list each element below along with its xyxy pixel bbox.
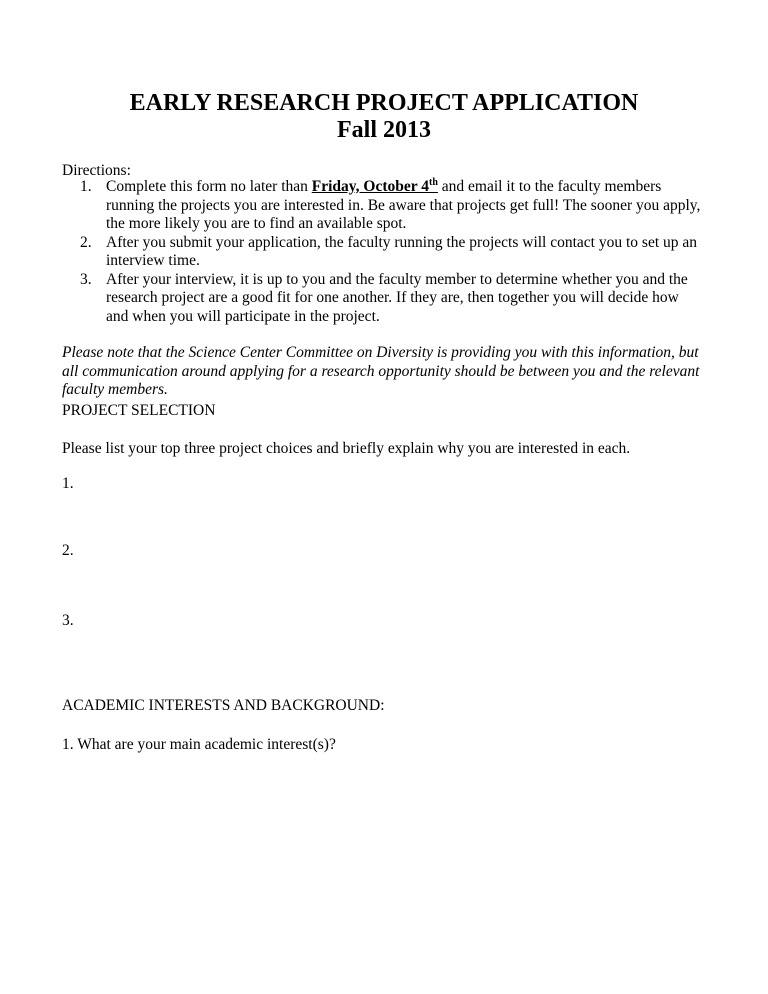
direction-item-3	[80, 270, 702, 327]
form-title: EARLY RESEARCH PROJECT APPLICATION	[129, 90, 639, 116]
direction-text-1-start: Complete this form no later than	[106, 178, 312, 195]
project-selection-heading: PROJECT SELECTION	[62, 402, 216, 419]
project-choice-1-label: 1.	[62, 475, 74, 492]
direction-number-1: 1.	[80, 178, 92, 195]
direction-item-1	[80, 177, 702, 234]
deadline-date-suffix: th	[429, 177, 438, 188]
academic-interests-heading: ACADEMIC INTERESTS AND BACKGROUND:	[62, 697, 385, 714]
direction-text-2: After you submit your application, the faculty running the projects will contact you to set up an interview time.	[106, 233, 698, 269]
direction-number-3: 3.	[80, 270, 92, 288]
form-term: Fall 2013	[337, 117, 431, 143]
academic-question-1: 1. What are your main academic interest(s)?	[62, 736, 336, 753]
project-selection-instructions: Please list your top three project choices and briefly explain why you are interested in each.	[62, 440, 631, 457]
directions-label: Directions:	[62, 162, 131, 179]
direction-text-1-end: and email it to the faculty members running the projects you are interested in. Be aware that projects get full! The sooner you apply, the more likely you are to find an available spot.	[106, 178, 701, 232]
direction-number-2: 2.	[80, 233, 92, 251]
project-choice-3-label: 3.	[62, 612, 74, 629]
deadline-date	[312, 178, 438, 195]
project-choice-2-label: 2.	[62, 542, 74, 559]
deadline-date-text: Friday, October 4	[311, 178, 430, 195]
direction-text-3: After your interview, it is up to you and the faculty member to determine whether you and the research project are a good fit for one another. If they are, then together you will decide how and when you will participate in the project.	[106, 270, 688, 325]
direction-item-2	[80, 233, 702, 271]
diversity-committee-note: Please note that the Science Center Committee on Diversity is providing you with this information, but all communication around applying for a research opportunity should be between you and the relevant faculty members.	[62, 344, 700, 398]
directions-list	[62, 178, 702, 326]
